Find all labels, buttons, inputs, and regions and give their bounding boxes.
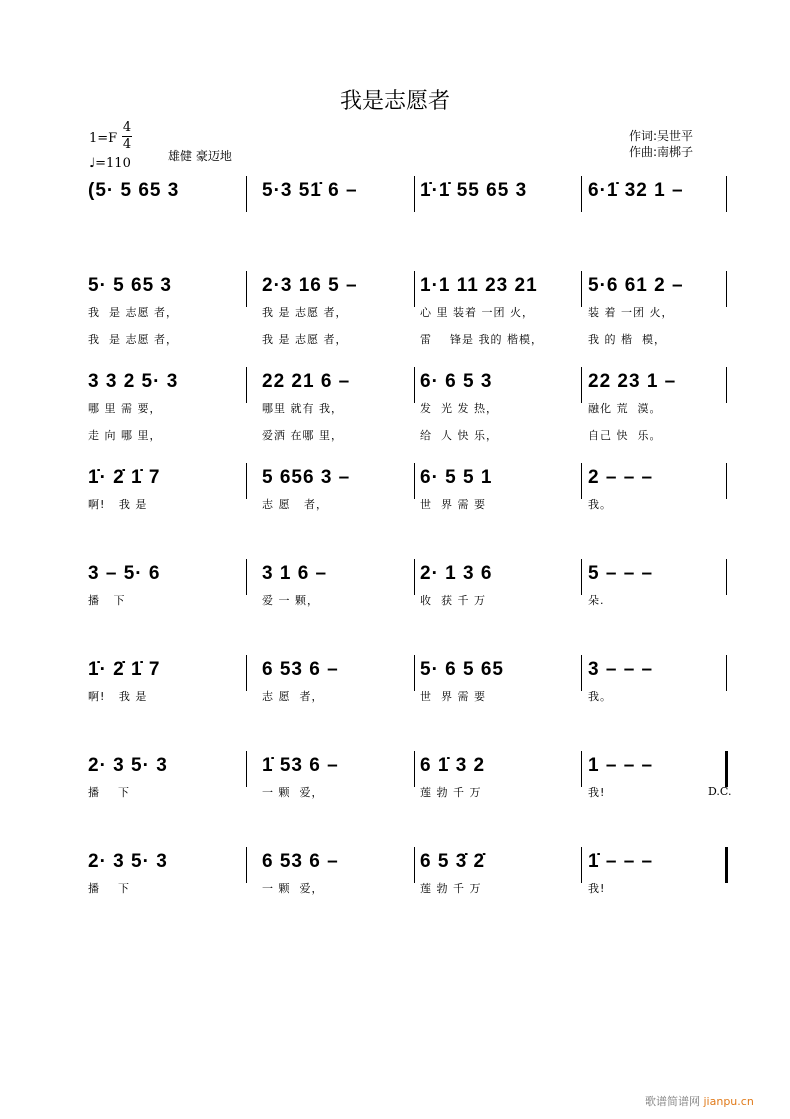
barline — [246, 847, 247, 883]
lyric-verse-1: 我 是 志愿 者， — [88, 306, 178, 319]
watermark-cn: 歌谱简谱网 — [645, 1095, 700, 1108]
barline — [581, 559, 582, 595]
measure-notes: 3 – – – — [588, 659, 654, 680]
barline — [726, 176, 727, 212]
lyric-verse-1: 播 下 — [88, 882, 130, 895]
lyric-verse-1: 播 下 — [88, 786, 130, 799]
barline — [246, 655, 247, 691]
tempo-marking: ♩=110 — [89, 156, 131, 171]
measure-notes: 5· 5 65 3 — [88, 275, 172, 296]
lyric-verse-2: 我 是 志愿 者， — [88, 333, 178, 346]
lyric-verse-2: 我 的 楷 模， — [588, 333, 666, 346]
measure-notes: 6· 6 5 3 — [420, 371, 493, 392]
lyric-verse-1: 发 光 发 热， — [420, 402, 498, 415]
measure-notes: 5·3 51̇ 6 – — [262, 180, 358, 201]
measure-notes: 6 1̇ 3 2 — [420, 755, 486, 776]
score-line — [0, 659, 790, 739]
measure-notes: 1̇· 2̇ 1̇ 7 — [88, 659, 161, 680]
barline — [726, 367, 727, 403]
lyric-verse-1: 啊! 我 是 — [88, 498, 148, 511]
measure-notes: 2· 1 3 6 — [420, 563, 493, 584]
key-signature: 1=F — [89, 131, 118, 146]
final-barline — [725, 751, 728, 787]
lyric-verse-1: 我! — [588, 786, 606, 799]
watermark-en: jianpu.cn — [703, 1095, 754, 1108]
lyric-verse-1: 朵. — [588, 594, 605, 607]
time-sig-bottom: 4 — [122, 137, 132, 152]
measure-notes: 6·1̇ 32 1 – — [588, 180, 684, 201]
lyric-verse-1: 我。 — [588, 498, 612, 511]
measure-notes: 5·6 61 2 – — [588, 275, 684, 296]
barline — [414, 367, 415, 403]
lyric-verse-1: 融化 荒 漠。 — [588, 402, 662, 415]
measure-notes: 22 23 1 – — [588, 371, 677, 392]
score-line — [0, 755, 790, 835]
measure-notes: 2 – – – — [588, 467, 654, 488]
score-line — [0, 275, 790, 355]
lyric-verse-1: 莲 勃 千 万 — [420, 882, 482, 895]
credits — [629, 128, 693, 160]
time-signature — [122, 120, 132, 153]
lyric-verse-1: 播 下 — [88, 594, 126, 607]
measure-notes: 2· 3 5· 3 — [88, 851, 168, 872]
lyric-verse-2: 自己 快 乐。 — [588, 429, 662, 442]
lyric-verse-1: 世 界 需 要 — [420, 690, 486, 703]
measure-notes: 6 53 6 – — [262, 851, 339, 872]
barline — [414, 176, 415, 212]
score-line — [0, 851, 790, 931]
lyric-verse-1: 我! — [588, 882, 606, 895]
measure-notes: 3 3 2 5· 3 — [88, 371, 179, 392]
measure-notes: 1̇ 53 6 – — [262, 755, 339, 776]
score-line — [0, 180, 790, 260]
barline — [581, 271, 582, 307]
measure-notes: 1·1 11 23 21 — [420, 275, 538, 296]
barline — [414, 271, 415, 307]
measure-notes: 3 – 5· 6 — [88, 563, 161, 584]
lyric-verse-1: 一 颗 爱， — [262, 882, 324, 895]
measure-notes: 2·3 16 5 – — [262, 275, 358, 296]
measure-notes: 5 656 3 – — [262, 467, 351, 488]
lyric-verse-1: 世 界 需 要 — [420, 498, 486, 511]
lyric-verse-1: 啊! 我 是 — [88, 690, 148, 703]
barline — [246, 463, 247, 499]
barline — [581, 367, 582, 403]
composer: 作曲:南梆子 — [629, 145, 694, 159]
barline — [246, 559, 247, 595]
barline — [581, 655, 582, 691]
measure-notes: 5 – – – — [588, 563, 654, 584]
barline — [726, 271, 727, 307]
barline — [246, 176, 247, 212]
barline — [414, 847, 415, 883]
time-sig-top: 4 — [122, 120, 132, 135]
watermark — [645, 1093, 754, 1109]
measure-notes: 1̇·1̇ 55 65 3 — [420, 180, 528, 201]
barline — [246, 751, 247, 787]
lyric-verse-1: 哪 里 需 要， — [88, 402, 162, 415]
score-line — [0, 563, 790, 643]
lyric-verse-2: 我 是 志愿 者， — [262, 333, 348, 346]
lyric-verse-1: 哪里 就有 我， — [262, 402, 343, 415]
song-title: 我是志愿者 — [339, 89, 450, 114]
measure-notes: 1̇· 2̇ 1̇ 7 — [88, 467, 161, 488]
measure-notes: 22 21 6 – — [262, 371, 351, 392]
barline — [414, 655, 415, 691]
measure-notes: 3 1 6 – — [262, 563, 328, 584]
measure-notes: 6· 5 5 1 — [420, 467, 493, 488]
barline — [581, 847, 582, 883]
lyric-verse-1: 志 愿 者， — [262, 498, 328, 511]
lyric-verse-2: 雷 锋是 我的 楷模， — [420, 333, 543, 346]
barline — [726, 655, 727, 691]
score-line — [0, 467, 790, 547]
lyric-verse-1: 心 里 装着 一团 火， — [420, 306, 534, 319]
lyric-verse-2: 给 人 快 乐， — [420, 429, 498, 442]
lyric-verse-1: 爱 一 颗， — [262, 594, 319, 607]
measure-notes: (5· 5 65 3 — [88, 180, 180, 201]
expression-marking: 雄健 豪迈地 — [168, 149, 232, 163]
barline — [581, 463, 582, 499]
barline — [726, 559, 727, 595]
barline — [414, 559, 415, 595]
lyricist: 作词:吴世平 — [629, 129, 694, 143]
lyric-verse-1: 装 着 一团 火， — [588, 306, 674, 319]
measure-notes: 1̇ – – – — [588, 851, 654, 872]
lyric-verse-1: 我。 — [588, 690, 612, 703]
barline — [726, 463, 727, 499]
barline — [246, 367, 247, 403]
barline — [246, 271, 247, 307]
final-barline — [725, 847, 728, 883]
measure-notes: 6 5 3̇ 2̇ — [420, 851, 486, 872]
lyric-verse-1: 一 颗 爱， — [262, 786, 324, 799]
lyric-verse-1: 收 获 千 万 — [420, 594, 486, 607]
measure-notes: 6 53 6 – — [262, 659, 339, 680]
da-capo-marking: D.C. — [708, 785, 732, 798]
lyric-verse-2: 爱洒 在哪 里， — [262, 429, 343, 442]
lyric-verse-1: 莲 勃 千 万 — [420, 786, 482, 799]
barline — [581, 176, 582, 212]
measure-notes: 2· 3 5· 3 — [88, 755, 168, 776]
barline — [581, 751, 582, 787]
lyric-verse-1: 我 是 志愿 者， — [262, 306, 348, 319]
barline — [414, 751, 415, 787]
score-line — [0, 371, 790, 451]
measure-notes: 1 – – – — [588, 755, 654, 776]
barline — [414, 463, 415, 499]
lyric-verse-1: 志 愿 者， — [262, 690, 324, 703]
lyric-verse-2: 走 向 哪 里， — [88, 429, 162, 442]
measure-notes: 5· 6 5 65 — [420, 659, 504, 680]
